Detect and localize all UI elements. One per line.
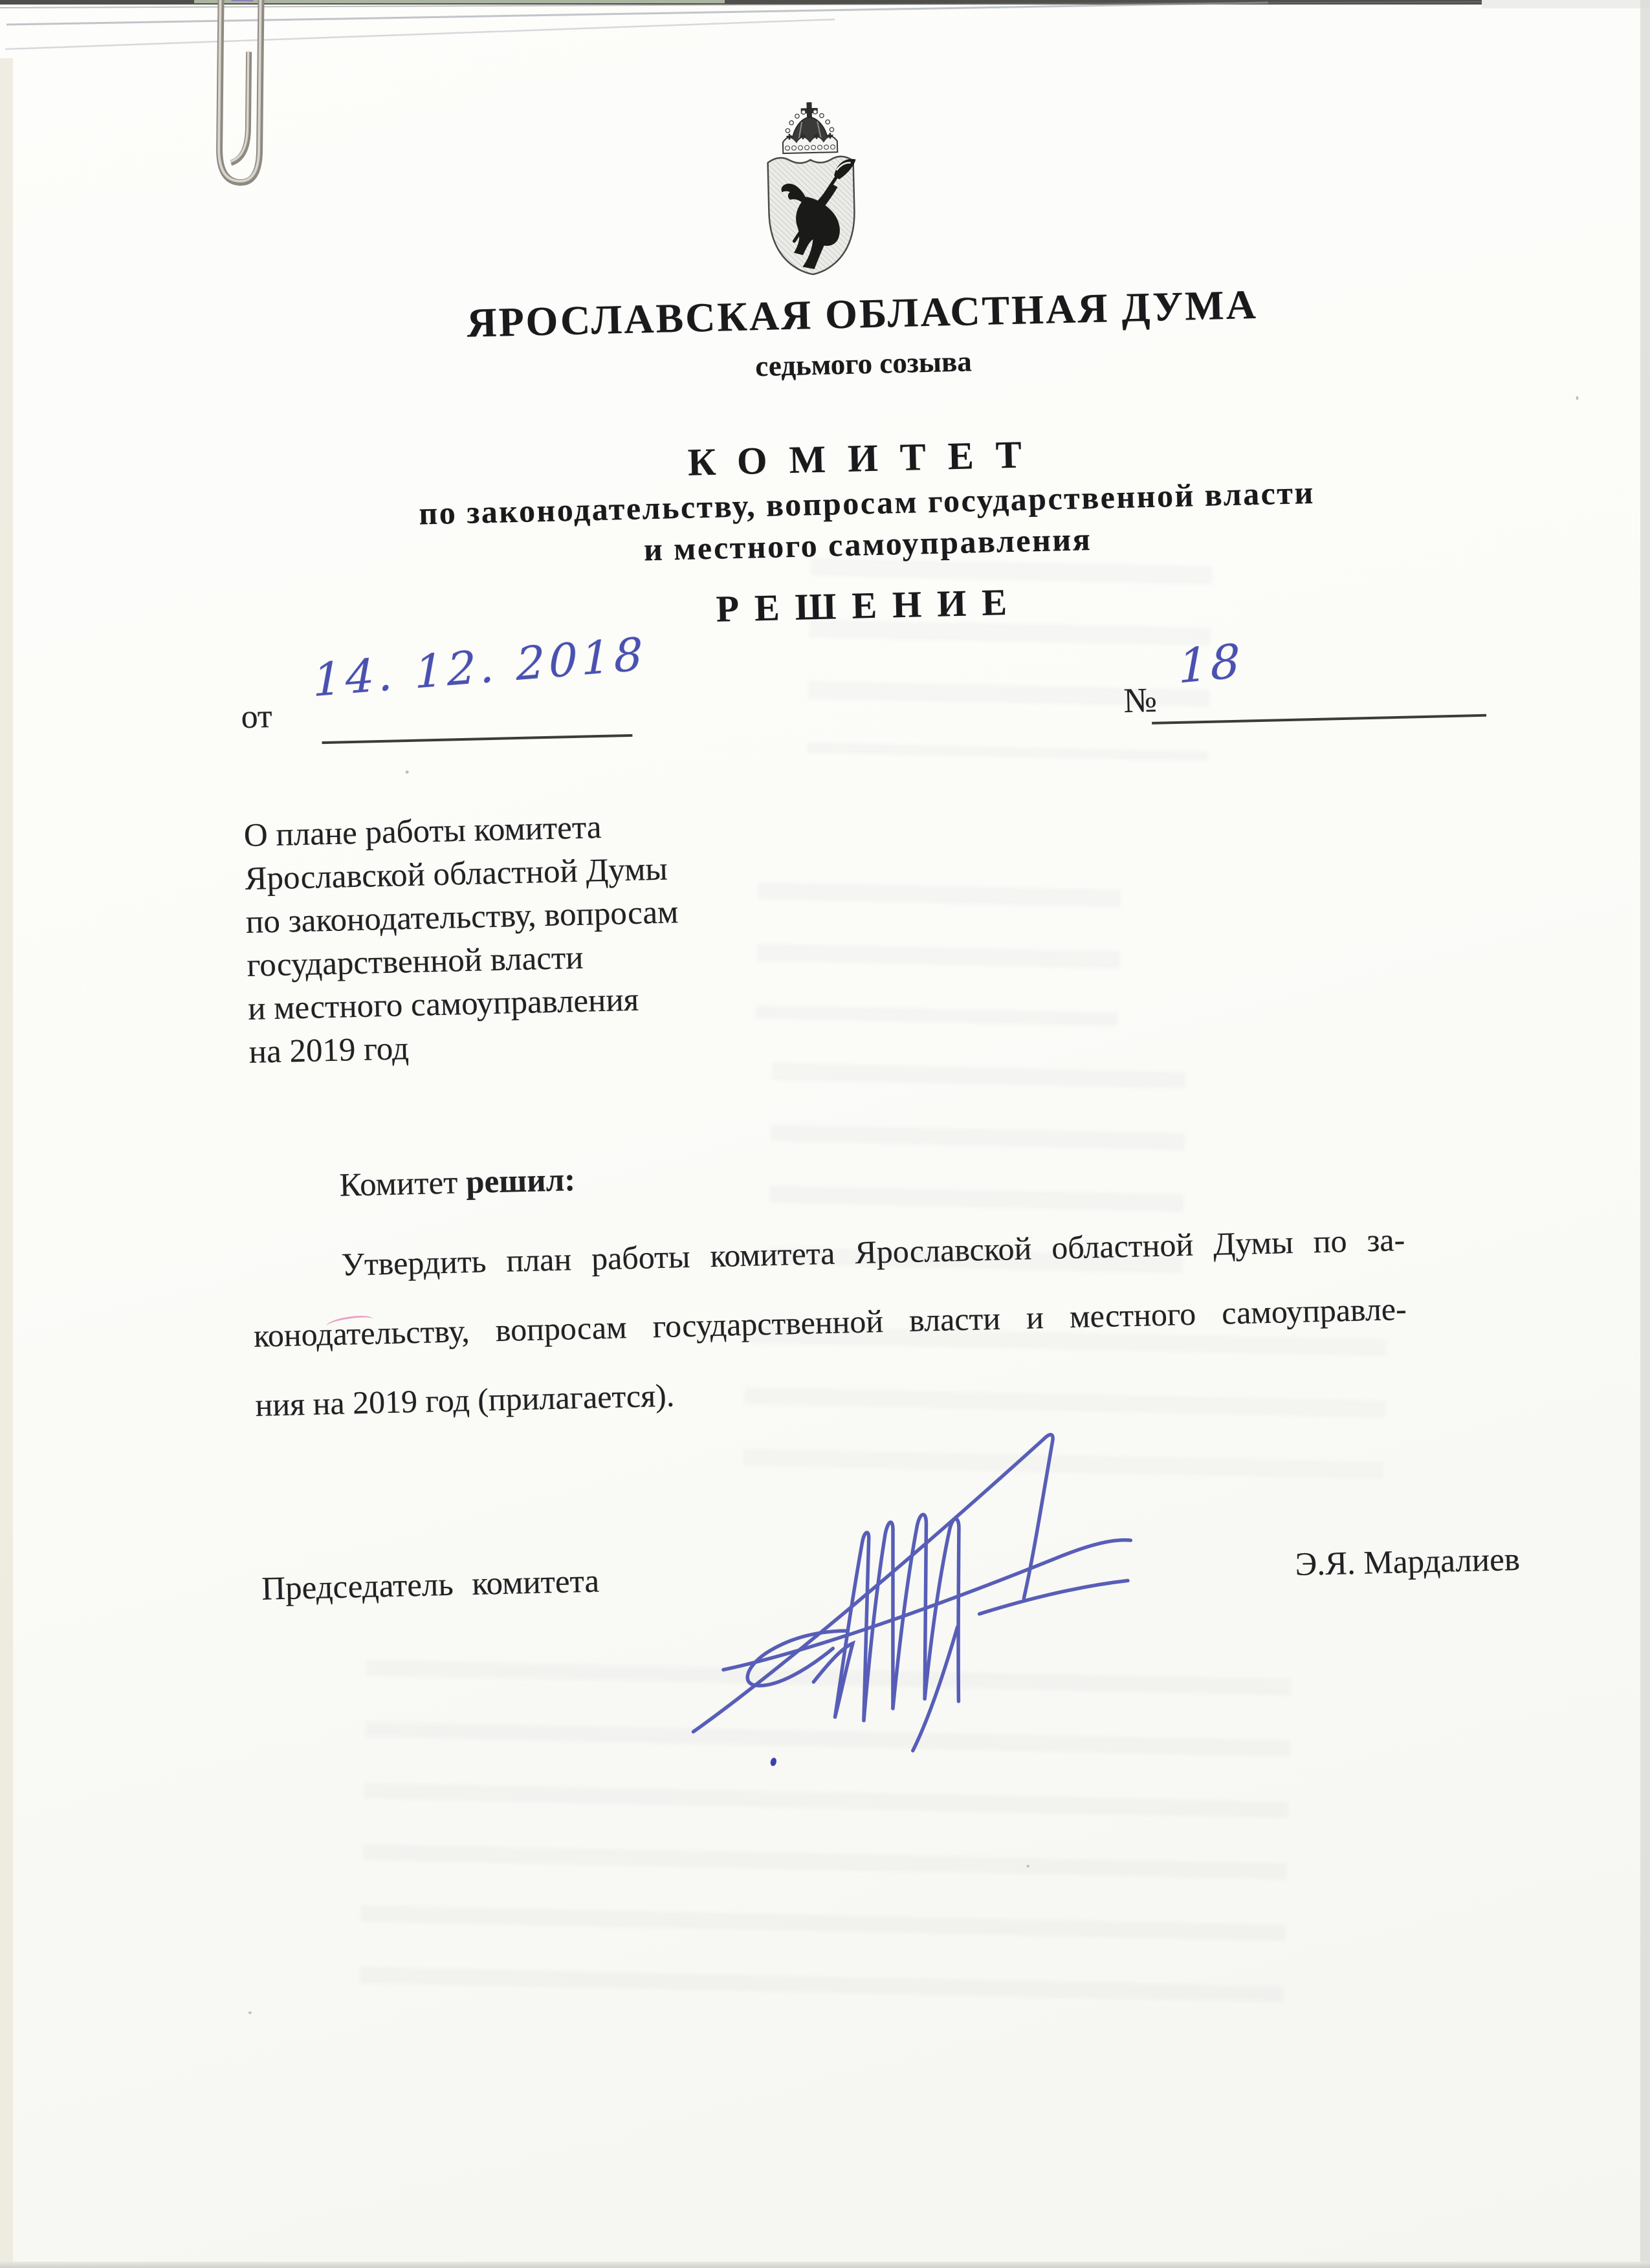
committee-scope-line2: и местного самоуправления (643, 521, 1092, 568)
body-line: конодательству, вопросам государственной власти и местного самоуправле- (253, 1290, 1407, 1354)
dust-speck (1027, 1865, 1029, 1868)
date-label: от (240, 697, 273, 736)
handwritten-signature-ink (672, 1423, 1149, 1772)
dust-speck (248, 2011, 252, 2014)
signer-title: Председатель комитета (261, 1563, 600, 1608)
page-edge-left (0, 58, 13, 2268)
subject-line: на 2019 год (248, 1030, 410, 1071)
dust-speck (406, 770, 409, 774)
page-edge-bottom (0, 2262, 1650, 2268)
subject-line: по законодательству, вопросам (245, 894, 679, 941)
convocation: седьмого созыва (754, 345, 973, 383)
committee-scope-line1: по законодательству, вопросам государственной власти (418, 474, 1315, 532)
number-label: № (1123, 680, 1158, 720)
doc-type-title: РЕШЕНИЕ (715, 580, 1023, 630)
paperclip-icon (204, 0, 274, 192)
resolution-intro (339, 1161, 576, 1205)
handwritten-number: 18 (1178, 633, 1243, 694)
coat-of-arms-emblem-icon (758, 100, 863, 278)
resolution-prefix: Комитет (339, 1164, 467, 1204)
body-line: ния на 2019 год (прилагается). (254, 1377, 675, 1423)
page-edge-right (1640, 0, 1650, 2268)
subject-line: Ярославской областной Думы (244, 851, 668, 898)
signer-name: Э.Я. Мардалиев (1294, 1541, 1521, 1584)
body-paragraph (251, 1205, 1409, 1440)
org-name: ЯРОСЛАВСКАЯ ОБЛАСТНАЯ ДУМА (466, 281, 1259, 346)
subject-line: О плане работы комитета (243, 809, 602, 855)
number-underline (1152, 714, 1486, 725)
resolution-word: решил: (465, 1162, 576, 1201)
subject-line: и местного самоуправления (247, 981, 639, 1027)
body-line: Утвердить план работы комитета Ярославской областной Думы по за- (340, 1221, 1405, 1283)
date-underline (322, 734, 632, 744)
dust-speck (1576, 396, 1578, 400)
subject-line: государственной власти (246, 939, 584, 984)
handwritten-date: 14. 12. 2018 (313, 627, 647, 707)
committee-title: КОМИТЕТ (687, 432, 1044, 484)
subject-block (243, 800, 844, 1074)
